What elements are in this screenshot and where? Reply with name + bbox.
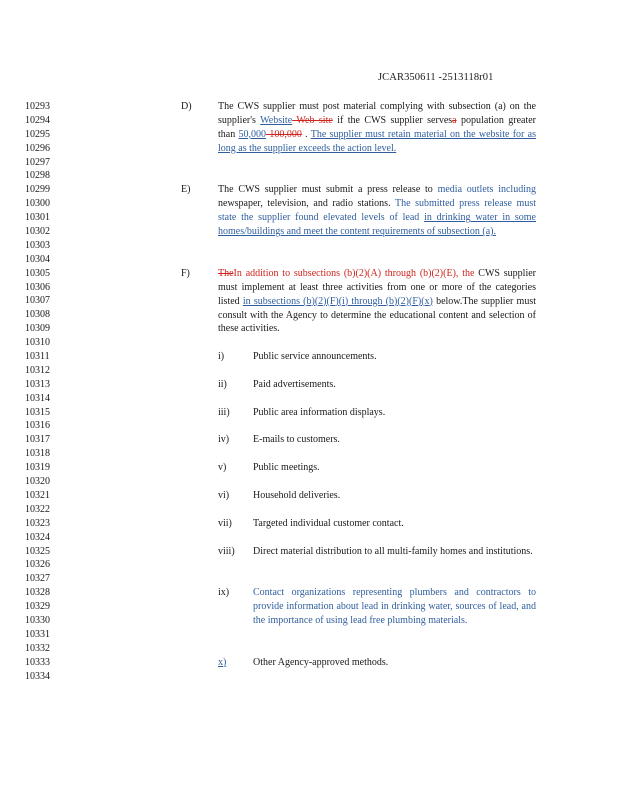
line-number: 10295 bbox=[25, 128, 50, 140]
activity-item-text: Public area information displays. bbox=[253, 406, 386, 418]
section-d-insert-50000: 50,000 bbox=[238, 128, 267, 140]
section-f-text bbox=[218, 267, 536, 337]
line-number: 10312 bbox=[25, 364, 50, 376]
section-e-text-1: The CWS supplier must submit a press release to bbox=[218, 184, 438, 196]
line-number: 10332 bbox=[25, 642, 50, 654]
line-number: 10323 bbox=[25, 517, 50, 529]
line-number: 10331 bbox=[25, 628, 50, 640]
section-e-text-2: newspaper, television, and radio stations. bbox=[218, 198, 395, 210]
activity-item-text: Household deliveries. bbox=[253, 490, 341, 501]
line-number: 10325 bbox=[25, 545, 50, 557]
activity-item-label: viii) bbox=[218, 545, 235, 557]
line-number: 10333 bbox=[25, 656, 50, 668]
line-number: 10304 bbox=[25, 253, 50, 265]
section-e-insert-drinking-water: in drinking water in some homes/buildings and meet the content requirements of subsection (a). bbox=[218, 212, 536, 238]
activity-item-label: vii) bbox=[218, 517, 232, 529]
document-header: JCAR350611 -2513118r01 bbox=[378, 72, 494, 83]
line-number: 10299 bbox=[25, 184, 50, 196]
line-number: 10306 bbox=[25, 281, 50, 293]
line-number: 10309 bbox=[25, 323, 50, 335]
activity-item-label: i) bbox=[218, 351, 225, 362]
activity-item-label: ix) bbox=[218, 587, 230, 599]
line-number: 10314 bbox=[25, 392, 50, 404]
line-number: 10328 bbox=[25, 587, 50, 599]
section-d-insert-retain: The supplier must retain material on the website for as long as the supplier exceeds the action level. bbox=[218, 128, 537, 154]
section-f-delete-the: The bbox=[218, 267, 234, 279]
activity-item-label: vi) bbox=[218, 490, 230, 501]
section-e-text bbox=[218, 183, 536, 239]
line-number: 10301 bbox=[25, 212, 50, 224]
section-d-delete-web-site: Web site bbox=[292, 114, 333, 126]
activity-item-text: Paid advertisements. bbox=[253, 378, 336, 390]
line-number: 10298 bbox=[25, 170, 50, 182]
line-number: 10326 bbox=[25, 559, 50, 571]
line-number: 10300 bbox=[25, 198, 50, 210]
line-number: 10296 bbox=[25, 142, 50, 154]
section-f-insert-in-addition: In addition to subsections (b)(2)(A) through (b)(2)(E), the bbox=[233, 267, 475, 279]
line-number: 10321 bbox=[25, 489, 50, 501]
activity-item-label: ii) bbox=[218, 378, 227, 390]
activity-item-text: Public meetings. bbox=[253, 462, 320, 474]
line-number: 10320 bbox=[25, 476, 50, 488]
line-number: 10334 bbox=[25, 670, 50, 682]
section-f-text-1: CWS supplier must implement at least three activities from one or more of the categories listed bbox=[218, 267, 536, 307]
line-number: 10311 bbox=[25, 351, 50, 363]
activity-item-text: Targeted individual customer contact. bbox=[253, 517, 404, 529]
section-d-delete-100000: 100,000 bbox=[266, 128, 302, 140]
section-d-insert-website: Website bbox=[260, 114, 293, 126]
activity-item-text: Other Agency-approved methods. bbox=[253, 656, 389, 668]
line-number: 10303 bbox=[25, 239, 50, 251]
activity-item-text: Direct material distribution to all multi-family homes and institutions. bbox=[253, 545, 533, 557]
line-number: 10327 bbox=[25, 573, 50, 585]
section-e-label: E) bbox=[181, 184, 191, 196]
section-f-label: F) bbox=[181, 267, 190, 279]
line-number: 10322 bbox=[25, 503, 50, 515]
line-number: 10329 bbox=[25, 601, 50, 613]
section-d-text-2: if the CWS supplier serves bbox=[332, 114, 453, 126]
activity-item-label: x) bbox=[218, 656, 227, 668]
section-d-text-1: The CWS supplier must post material complying with subsection (a) on the supplier's bbox=[218, 101, 536, 126]
line-number: 10297 bbox=[25, 156, 50, 168]
line-number: 10310 bbox=[25, 337, 50, 349]
line-number: 10302 bbox=[25, 226, 50, 238]
line-number: 10319 bbox=[25, 462, 50, 474]
line-number: 10308 bbox=[25, 309, 50, 321]
line-number: 10317 bbox=[25, 434, 50, 446]
activity-item-text: E-mails to customers. bbox=[253, 434, 340, 446]
line-number: 10324 bbox=[25, 531, 50, 543]
line-number: 10330 bbox=[25, 614, 50, 626]
line-number: 10315 bbox=[25, 406, 50, 418]
line-numbers bbox=[25, 100, 65, 683]
line-number: 10313 bbox=[25, 378, 50, 390]
section-f-text-2: below.The supplier must consult with the Agency to determine the educational content and selection of these activities. bbox=[218, 295, 536, 335]
line-number: 10307 bbox=[25, 295, 50, 307]
section-d-label: D) bbox=[181, 101, 192, 112]
activity-item-label: iii) bbox=[218, 406, 230, 418]
line-number: 10316 bbox=[25, 420, 50, 432]
activity-item-text: Contact organizations representing plumbers and contractors to provide information about lead in drinking water, sources of lead, and the importance of using lead free plumbing materials. bbox=[253, 587, 536, 627]
activity-item-label: iv) bbox=[218, 434, 230, 446]
section-f-insert-subsections: in subsections (b)(2)(F)(i) through (b)(2)(F)(x) bbox=[242, 295, 433, 307]
section-d-text-4: . bbox=[301, 128, 311, 140]
section-d-delete-a: a bbox=[452, 114, 457, 126]
section-d-text-3: population greater than bbox=[218, 114, 536, 140]
section-d-text bbox=[218, 100, 536, 156]
line-number: 10318 bbox=[25, 448, 50, 460]
activity-item-label: v) bbox=[218, 462, 227, 474]
line-number: 10294 bbox=[25, 114, 50, 126]
section-e-insert-media: media outlets including bbox=[437, 184, 536, 196]
activity-item-text: Public service announcements. bbox=[253, 351, 377, 362]
line-number: 10305 bbox=[25, 267, 50, 279]
line-number: 10293 bbox=[25, 101, 50, 112]
section-e-insert-press-release: The submitted press release must state the supplier found elevated levels of lead bbox=[218, 198, 536, 224]
